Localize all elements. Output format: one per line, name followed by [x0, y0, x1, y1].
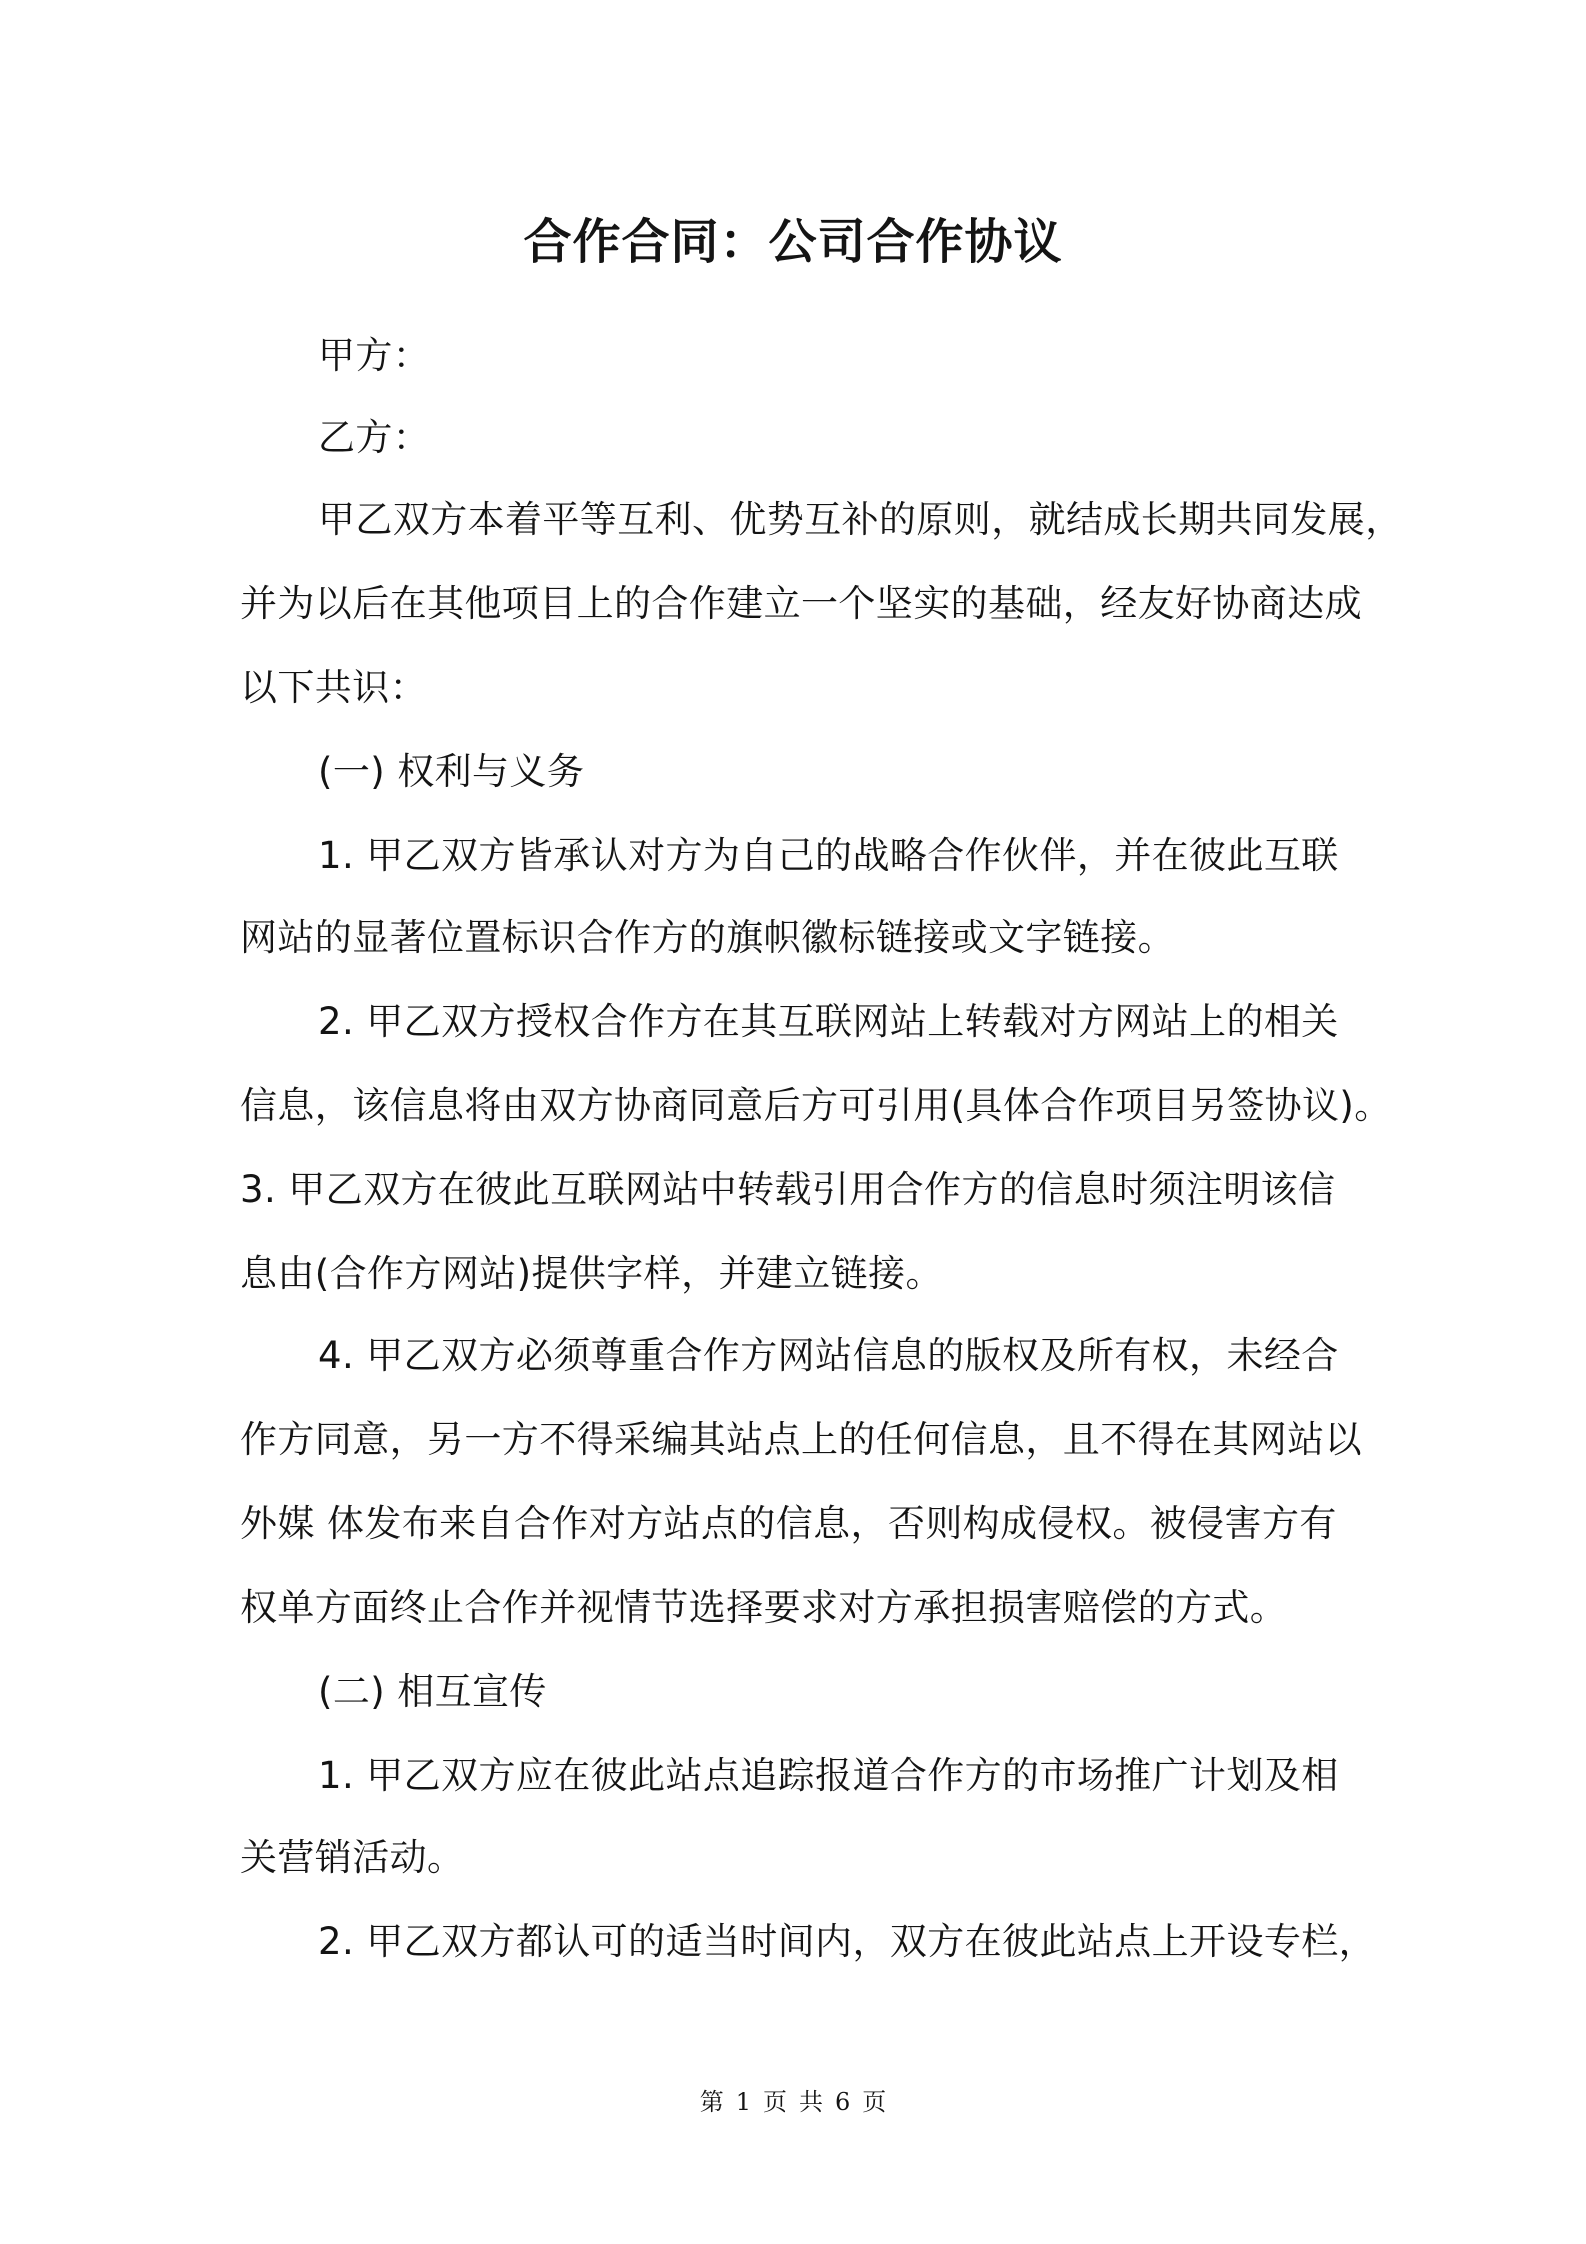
document-title: 合作合同：公司合作协议 — [523, 214, 1063, 270]
paragraph-line: 甲乙双方本着平等互利、优势互补的原则，就结成长期共同发展， — [318, 498, 1403, 541]
footer-gong: 共 — [799, 2088, 823, 2116]
paragraph-line: 4. 甲乙双方必须尊重合作方网站信息的版权及所有权，未经合 — [318, 1334, 1339, 1377]
paragraph-line: 权单方面终止合作并视情节选择要求对方承担损害赔偿的方式。 — [240, 1586, 1288, 1629]
paragraph-line: 1. 甲乙双方皆承认对方为自己的战略合作伙伴，并在彼此互联 — [318, 834, 1339, 877]
paragraph-line: 1. 甲乙双方应在彼此站点追踪报道合作方的市场推广计划及相 — [318, 1754, 1339, 1797]
page-footer — [0, 2086, 1586, 2118]
footer-di: 第 — [699, 2088, 724, 2116]
footer-ye: 页 — [763, 2088, 787, 2116]
section-heading: (二) 相互宣传 — [318, 1670, 547, 1713]
paragraph-line: 信息，该信息将由双方协商同意后方可引用(具体合作项目另签协议)。 — [240, 1084, 1392, 1127]
paragraph-line: 关营销活动。 — [240, 1836, 465, 1879]
paragraph-line: 以下共识： — [240, 666, 427, 709]
paragraph-line: 并为以后在其他项目上的合作建立一个坚实的基础，经友好协商达成 — [240, 582, 1362, 625]
paragraph-line: 息由(合作方网站)提供字样，并建立链接。 — [240, 1252, 943, 1295]
paragraph-line: 外媒 体发布来自合作对方站点的信息，否则构成侵权。被侵害方有 — [240, 1502, 1337, 1545]
paragraph-line: 2. 甲乙双方都认可的适当时间内，双方在彼此站点上开设专栏， — [318, 1920, 1377, 1963]
section-heading: (一) 权利与义务 — [318, 750, 585, 793]
footer-page-number: 1 — [735, 2088, 751, 2116]
paragraph-line: 3. 甲乙双方在彼此互联网站中转载引用合作方的信息时须注明该信 — [240, 1168, 1336, 1211]
party-b-line: 乙方： — [318, 416, 431, 459]
footer-total-pages: 6 — [835, 2088, 851, 2116]
paragraph-line: 作方同意，另一方不得采编其站点上的任何信息，且不得在其网站以 — [240, 1418, 1362, 1461]
footer-ye-2: 页 — [862, 2088, 887, 2116]
paragraph-line: 网站的显著位置标识合作方的旗帜徽标链接或文字链接。 — [240, 916, 1175, 959]
paragraph-line: 2. 甲乙双方授权合作方在其互联网站上转载对方网站上的相关 — [318, 1000, 1339, 1043]
party-a-line: 甲方： — [318, 334, 431, 377]
